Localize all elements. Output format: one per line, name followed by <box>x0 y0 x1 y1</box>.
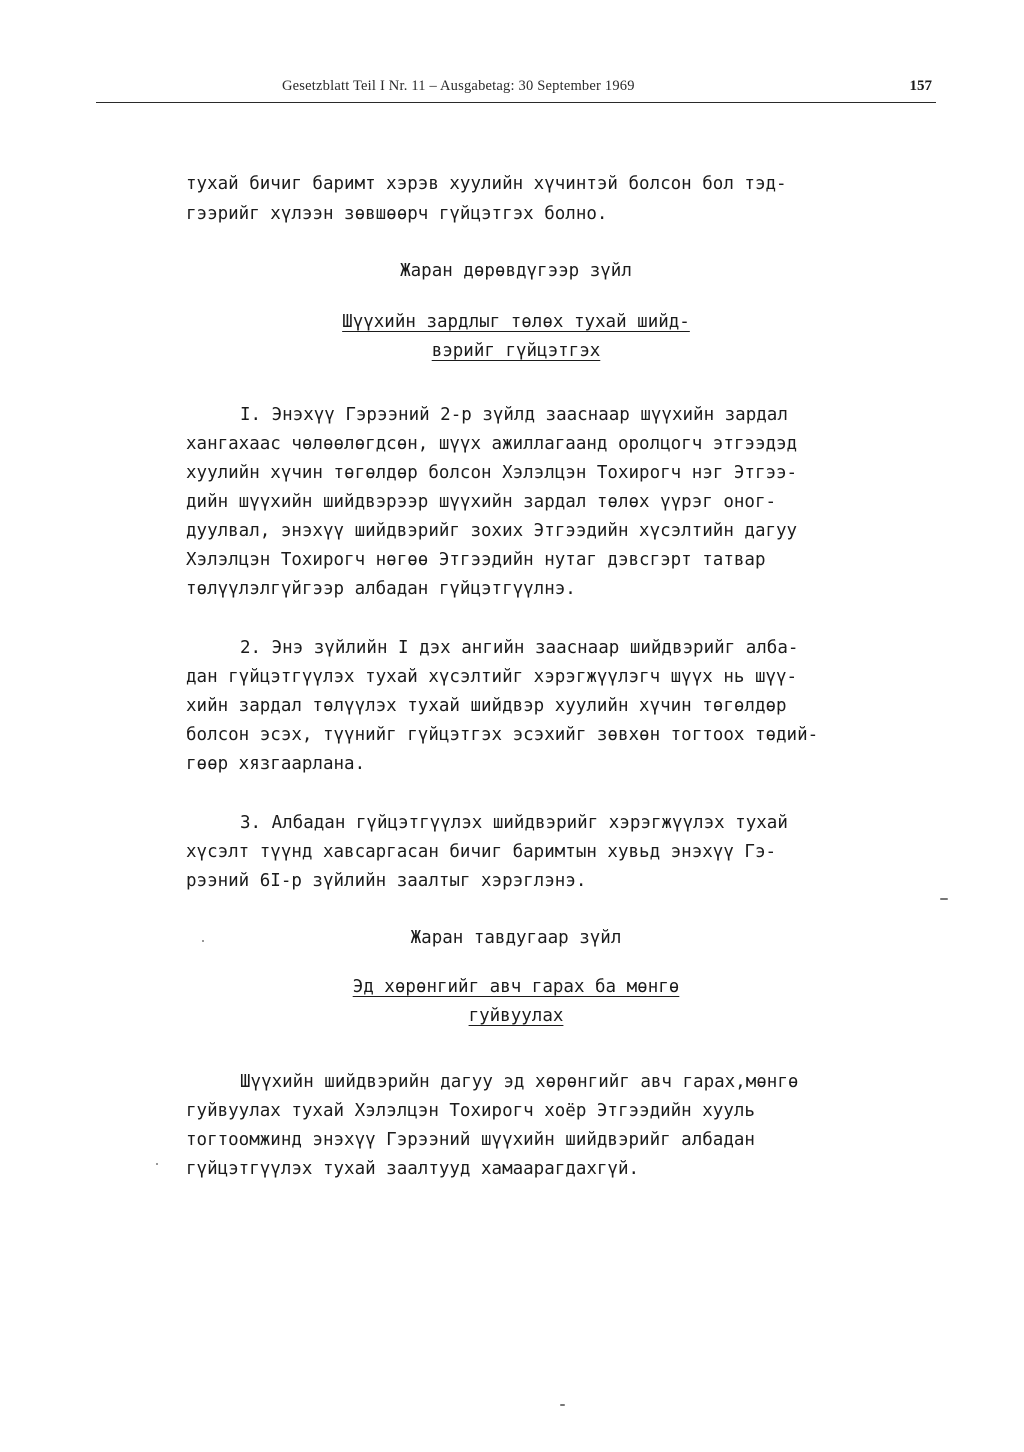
page-number: 157 <box>909 78 932 94</box>
paragraph-line: 3. Албадан гүйцэтгүүлэх шийдвэрийг хэрэгжүүлэх тухай <box>240 813 788 833</box>
scan-speck <box>940 898 948 900</box>
article-65-title-line: гуйвуулах <box>468 1006 564 1026</box>
gazette-header-text: Gesetzblatt Teil I Nr. 11 – Ausgabetag: 30 September 1969 <box>282 78 635 94</box>
paragraph-line: хийн зардал төлүүлэх тухай шийдвэр хуулийн хүчин төгөлдөр <box>186 696 787 716</box>
paragraph-line: I. Энэхүү Гэрээний 2-р зүйлд зааснаар шүүхийн зардал <box>240 405 788 425</box>
article-65-number: Жаран тавдугаар зүйл <box>410 928 622 948</box>
paragraph-line: гөөр хязгаарлана. <box>186 754 366 774</box>
paragraph-line: хуулийн хүчин төгөлдөр болсон Хэлэлцэн Тохирогч нэг Этгээ- <box>186 463 798 483</box>
page-header <box>96 76 936 103</box>
paragraph-line: хангахаас чөлөөлөгдсөн, шүүх ажиллагаанд оролцогч этгээдэд <box>186 434 798 454</box>
intro-line: тухай бичиг баримт хэрэв хуулийн хүчинтэй болсон бол тэд- <box>186 174 787 194</box>
article-64-number: Жаран дөрөвдүгээр зүйл <box>400 261 632 281</box>
intro-line: гээрийг хүлээн зөвшөөрч гүйцэтгэх болно. <box>186 204 608 224</box>
paragraph-line: дуулвал, энэхүү шийдвэрийг зохих Этгээдийн хүсэлтийн дагуу <box>186 521 798 541</box>
paragraph-line: Хэлэлцэн Тохирогч нөгөө Этгээдийн нутаг дэвсгэрт татвар <box>186 550 766 570</box>
paragraph-line: гүйцэтгүүлэх тухай заалтууд хамаарагдахгүй. <box>186 1159 640 1179</box>
scan-speck <box>156 1163 158 1165</box>
paragraph-line: Шүүхийн шийдвэрийн дагуу эд хөрөнгийг авч гарах,мөнгө <box>240 1072 799 1092</box>
scan-speck <box>202 940 204 942</box>
paragraph-line: болсон эсэх, түүнийг гүйцэтгэх эсэхийг зөвхөн тогтоох төдий- <box>186 725 819 745</box>
scan-speck <box>560 1404 565 1406</box>
paragraph-line: гуйвуулах тухай Хэлэлцэн Тохирогч хоёр Этгээдийн хууль <box>186 1101 755 1121</box>
paragraph-line: рээний 6I-р зүйлийн заалтыг хэрэглэнэ. <box>186 871 587 891</box>
paragraph-line: хүсэлт түүнд хавсаргасан бичиг баримтын хувьд энэхүү Гэ- <box>186 842 777 862</box>
paragraph-line: төлүүлэлгүйгээр албадан гүйцэтгүүлнэ. <box>186 579 576 599</box>
paragraph-line: дан гүйцэтгүүлэх тухай хүсэлтийг хэрэгжүүлэгч шүүх нь шүү- <box>186 667 798 687</box>
paragraph-line: тогтоомжинд энэхүү Гэрээний шүүхийн шийдвэрийг албадан <box>186 1130 755 1150</box>
article-64-title-line: Шүүхийн зардлыг төлөх тухай шийд- <box>342 312 690 332</box>
paragraph-line: дийн шүүхийн шийдвэрээр шүүхийн зардал төлөх үүрэг оног- <box>186 492 777 512</box>
paragraph-line: 2. Энэ зүйлийн I дэх ангийн зааснаар шийдвэрийг алба- <box>240 638 799 658</box>
article-65-title-line: Эд хөрөнгийг авч гарах ба мөнгө <box>352 977 680 997</box>
article-64-title-line: вэрийг гүйцэтгэх <box>431 341 601 361</box>
